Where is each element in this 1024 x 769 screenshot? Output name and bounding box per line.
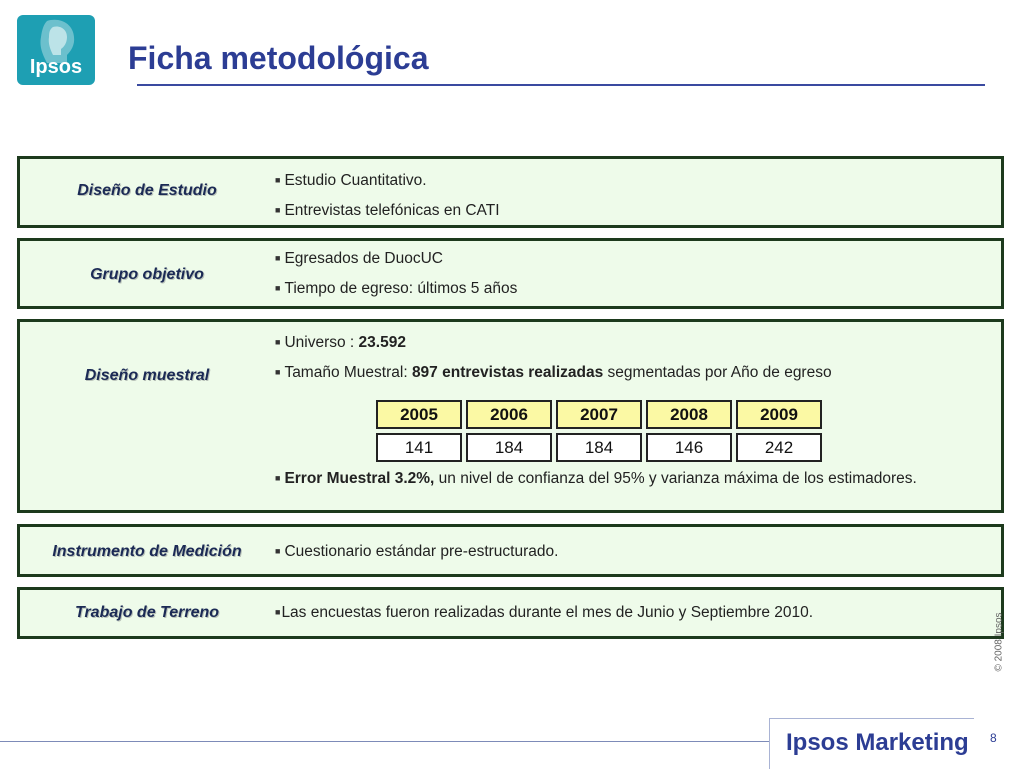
panel-label: Trabajo de Terreno [74, 604, 220, 621]
count-cell: 184 [466, 433, 552, 462]
list-item: ■ Egresados de DuocUC [275, 250, 443, 267]
tamano-line: ■ Tamaño Muestral: 897 entrevistas realizadas segmentadas por Año de egreso [275, 364, 832, 381]
list-item: ■Las encuestas fueron realizadas durante el mes de Junio y Septiembre 2010. [275, 604, 814, 621]
bullet-icon: ■ [275, 283, 281, 293]
universo-value: 23.592 [358, 334, 406, 351]
copyright-note: © 2008 Ipsos [993, 612, 1005, 672]
logo-wordmark: Ipsos [29, 56, 83, 78]
panel-label: Grupo objetivo [90, 266, 204, 283]
panel-label: Instrumento de Medición [52, 543, 242, 560]
year-cell: 2005 [376, 400, 462, 429]
tamano-value: 897 entrevistas realizadas [411, 364, 604, 381]
bullet-icon: ■ [275, 473, 281, 483]
panel-diseno-estudio [17, 156, 1004, 228]
table-row-years [376, 400, 822, 429]
footer-brand: Ipsos Marketing [786, 729, 969, 756]
sample-by-year-table [376, 400, 822, 462]
ipsos-logo [17, 15, 95, 85]
footer-divider [0, 741, 770, 742]
year-cell: 2007 [556, 400, 642, 429]
bullet-icon: ■ [275, 337, 281, 347]
panel-grupo-objetivo [17, 238, 1004, 309]
panel-label: Diseño de Estudio [77, 182, 217, 199]
page-title: Ficha metodológica [128, 40, 429, 76]
year-cell: 2008 [646, 400, 732, 429]
bullet-icon: ■ [275, 253, 281, 263]
page-number: 8 [990, 731, 997, 745]
table-row-counts [376, 433, 822, 462]
list-item: ■ Estudio Cuantitativo. [275, 172, 427, 189]
panel-content [275, 604, 989, 634]
list-item: ■ Cuestionario estándar pre-estructurado. [275, 543, 559, 560]
list-item: ■ Entrevistas telefónicas en CATI [275, 202, 500, 219]
count-cell: 242 [736, 433, 822, 462]
panel-trabajo-terreno [17, 587, 1004, 639]
count-cell: 141 [376, 433, 462, 462]
universo-line: ■ Universo : 23.592 [275, 334, 406, 351]
panel-content [275, 334, 989, 394]
year-cell: 2006 [466, 400, 552, 429]
title-divider [137, 84, 985, 86]
list-item: ■ Tiempo de egreso: últimos 5 años [275, 280, 518, 297]
footer-brand-box [769, 718, 974, 769]
panel-content [275, 250, 989, 310]
panel-label: Diseño muestral [84, 367, 210, 384]
bullet-icon: ■ [275, 205, 281, 215]
count-cell: 146 [646, 433, 732, 462]
year-cell: 2009 [736, 400, 822, 429]
bullet-icon: ■ [275, 546, 281, 556]
panel-diseno-muestral [17, 319, 1004, 513]
count-cell: 184 [556, 433, 642, 462]
bullet-icon: ■ [275, 367, 281, 377]
error-muestral-line: ■ Error Muestral 3.2%, un nivel de confianza del 95% y varianza máxima de los estimadores. [275, 470, 917, 487]
panel-content [275, 543, 989, 573]
bullet-icon: ■ [275, 175, 281, 185]
error-value: Error Muestral 3.2%, [284, 470, 435, 487]
error-muestral-block [275, 470, 989, 500]
bullet-icon: ■ [275, 607, 281, 617]
panel-instrumento [17, 524, 1004, 577]
panel-content [275, 172, 989, 232]
